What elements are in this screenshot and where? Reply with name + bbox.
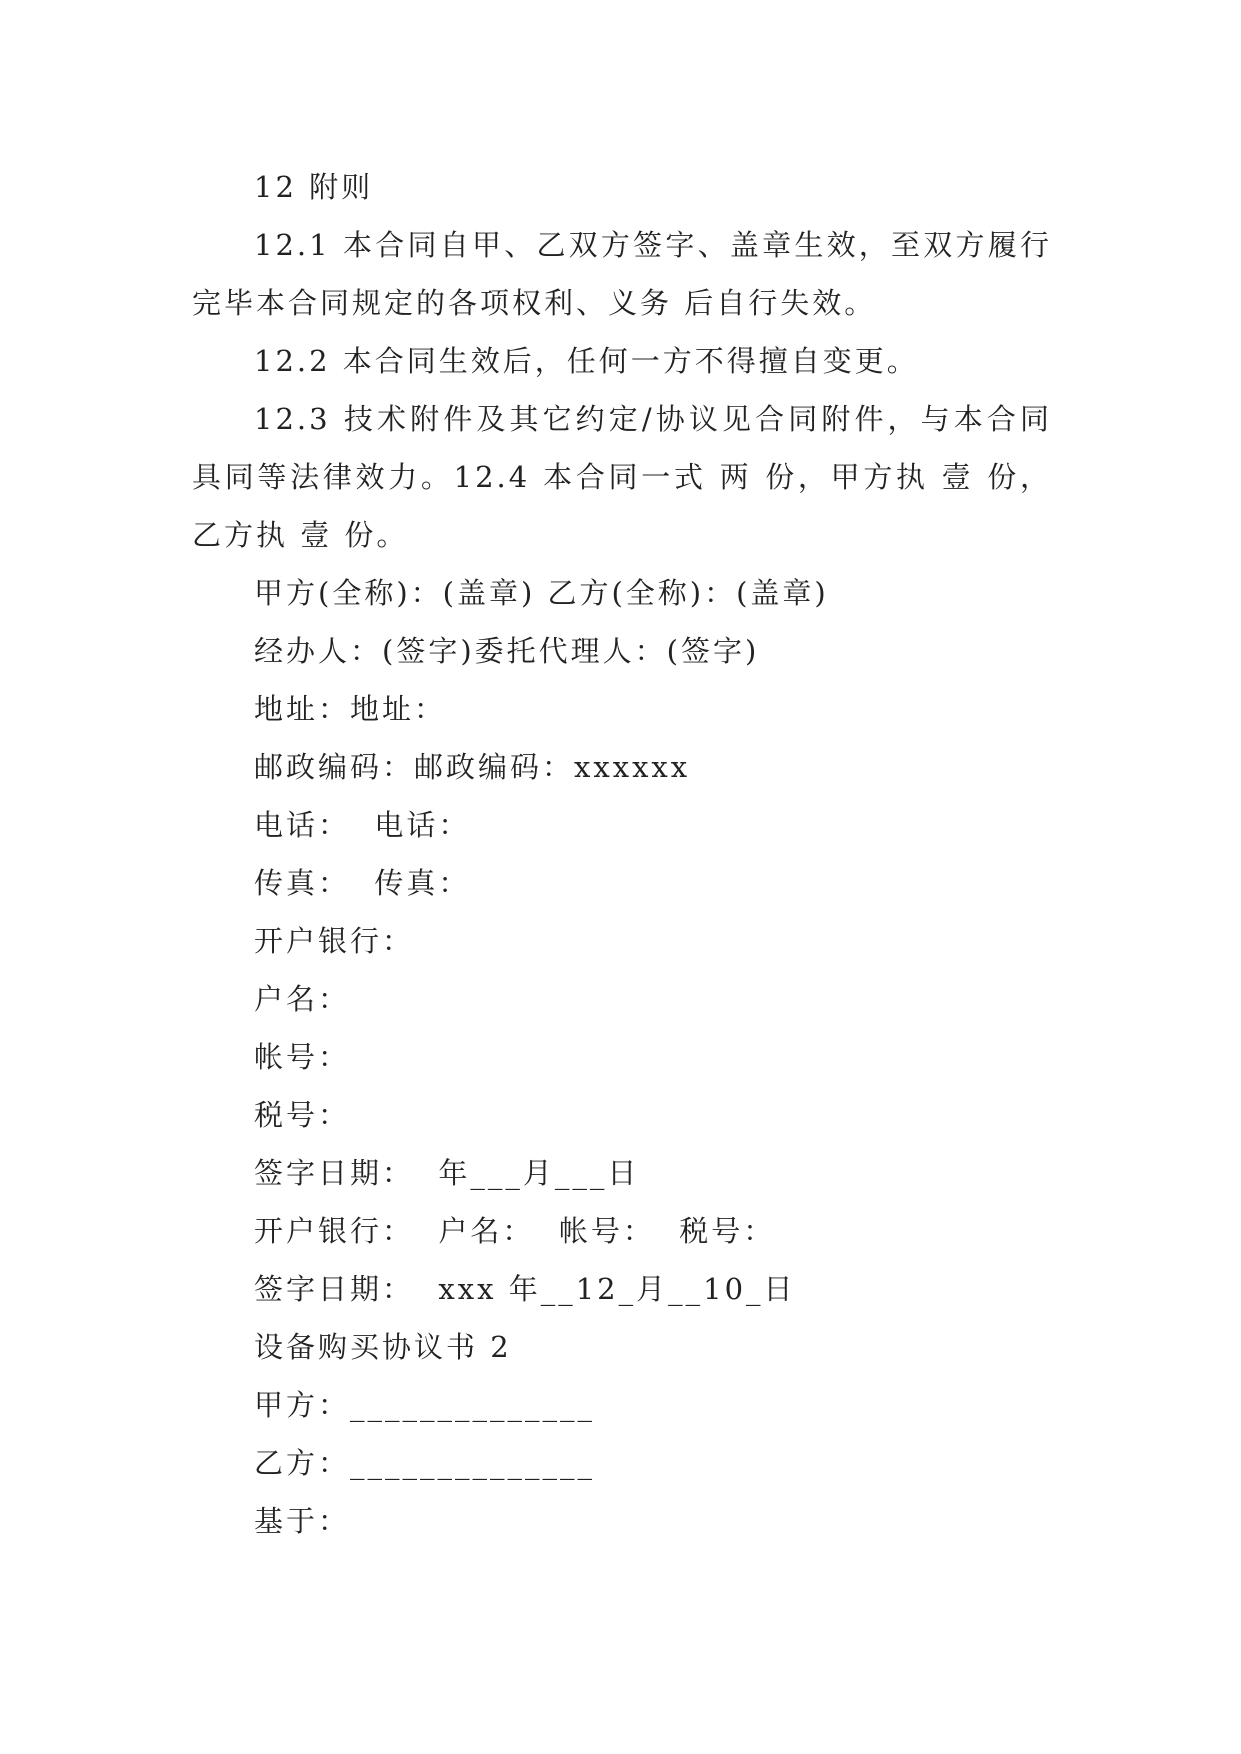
fax-line: 传真： 传真： (254, 866, 471, 900)
account-name-line: 户名： (254, 982, 351, 1016)
section-heading: 12 附则 (254, 170, 374, 204)
signing-date-filled-line: 签字日期： xxx 年__12_月__10_日 (254, 1272, 796, 1306)
party-a-line: 甲方：______________ (254, 1388, 596, 1422)
postal-code-line: 邮政编码：邮政编码：xxxxxx (254, 750, 691, 784)
tax-number-line: 税号： (254, 1098, 351, 1132)
bank-details-line: 开户银行： 户名： 帐号： 税号： (254, 1214, 776, 1248)
clause-12-3: 12.3 技术附件及其它约定/协议见合同附件，与本合同具同等法律效力。12.4 本合同一式 两 份，甲方执 壹 份，乙方执 壹 份。 (192, 402, 1052, 552)
agent-line: 经办人：(签字)委托代理人：(签字) (254, 634, 760, 668)
bank-line: 开户银行： (254, 924, 415, 958)
signing-date-line: 签字日期： 年___月___日 (254, 1156, 640, 1190)
clause-12-1: 12.1 本合同自甲、乙双方签字、盖章生效，至双方履行完毕本合同规定的各项权利、义务 后自行失效。 (192, 228, 1052, 320)
phone-line: 电话： 电话： (254, 808, 471, 842)
document-title-2: 设备购买协议书 2 (254, 1330, 512, 1364)
document-body (192, 158, 1052, 1550)
party-names-line: 甲方(全称)：(盖章) 乙方(全称)：(盖章) (254, 576, 829, 610)
clause-12-2: 12.2 本合同生效后，任何一方不得擅自变更。 (254, 344, 919, 378)
address-line: 地址：地址： (254, 692, 447, 726)
account-number-line: 帐号： (254, 1040, 351, 1074)
basis-line: 基于： (254, 1504, 351, 1538)
party-b-line: 乙方：______________ (254, 1446, 596, 1480)
